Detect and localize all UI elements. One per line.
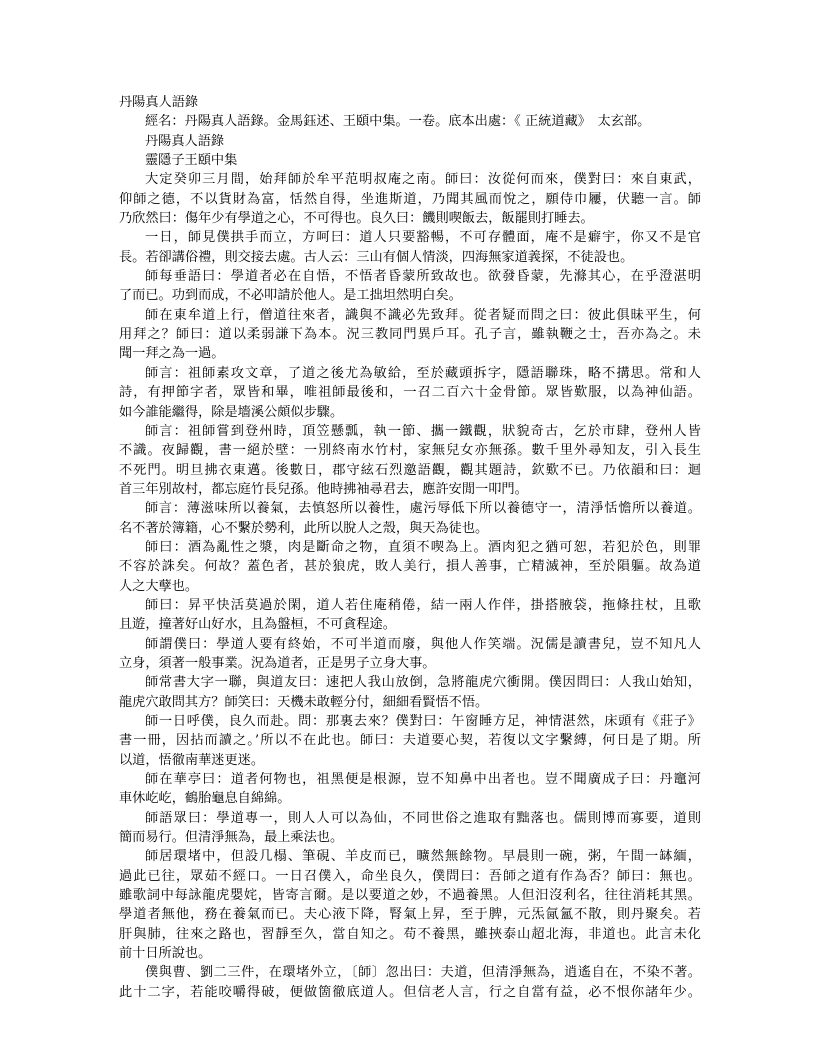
- text-line: 詩，有押節字者，眾皆和畢，唯祖師最後和，一召二百六十金骨節。眾皆歎服，以為神仙語。: [119, 385, 701, 401]
- text-line: 師言：祖師嘗到登州時，頂笠懸瓢，執一節、攜一鐵觀，狀貌奇古，乞於市肆，登州人皆: [145, 423, 701, 439]
- text-line: 了而已。功到而成，不必叩請於他人。是工拙坦然明白矣。: [119, 288, 462, 304]
- text-line: 用拜之？師曰：道以柔弱謙下為本。況三教同門異戶耳。孔子言，雖執鞭之士，吾亦為之。未: [119, 327, 701, 343]
- text-line: 過此已往，眾茹不經口。一日召僕入，命坐良久，僕問曰：吾師之道有作為否？師曰：無也。: [119, 868, 701, 884]
- text-line: 大定癸卯三月間，始拜師於牟平范明叔庵之南。師曰：汝從何而來，僕對曰：來自東武，: [145, 172, 701, 188]
- text-line: 長。若卻講俗禮，則交接去處。古人云：三山有個人情淡，四海無家道義探，不徒設也。: [119, 249, 634, 265]
- text-line: 名不著於簿籍，心不繫於勢利，此所以脫人之殼，與天為徒也。: [119, 520, 489, 536]
- text-line: 一日，師見僕拱手而立，方呵曰：道人只要豁暢，不可存體面，庵不是癖宇，你又不是官: [145, 230, 701, 246]
- text-line: 首三年別故村，都忘庭竹長兒孫。他時拂袖尋君去，應許安閒一叩門。: [119, 481, 528, 497]
- text-line: 聞一拜之為一過。: [119, 346, 225, 362]
- text-line: 車休屹屹，鶴胎龜息自綿綿。: [119, 791, 291, 807]
- text-line: 不容於誅矣。何故？蓋色者，甚於狼虎，敗人美行，損人善事，亡精滅神，至於隕軀。故為道: [119, 559, 701, 575]
- text-line: 師在東牟道上行，僧道往來者，識與不識必先致拜。從者疑而問之曰：彼此俱昧平生，何: [145, 307, 701, 323]
- text-line: 師居環堵中，但設几榻、筆硯、羊皮而已，曠然無餘物。早晨則一碗，粥，午間一缽緬，: [145, 849, 701, 865]
- text-line: 師言：薄滋味所以養氣，去慎怒所以養性，處污辱低下所以養德守一，清淨恬憺所以養道。: [145, 501, 701, 517]
- text-line: 師在華亭曰：道者何物也，祖黑便是根源，豈不知鼻中出者也。豈不聞廣成子曰：丹竈河: [145, 772, 701, 788]
- document-title: 丹陽真人語錄: [119, 95, 199, 110]
- text-line: 以道，悟徹南華迷更迷。: [119, 752, 265, 768]
- text-line: 靈隱子王頤中集: [145, 153, 238, 169]
- text-line: 師曰：酒為亂性之漿，肉是斷命之物，直須不喫為上。酒肉犯之猶可恕，若犯於色，則罪: [145, 539, 701, 555]
- text-line: 此十二字，若能咬嚼得破，便做箇徹底道人。但信老人言，行之自當有益，必不恨你諸年少。: [119, 984, 701, 1000]
- text-line: 如今誰能繼得，除是墻溪公頗似步驟。: [119, 404, 344, 420]
- text-line: 經名：丹陽真人語錄。金馬鈺述、王頤中集。一卷。底本出處：《 正統道藏》 太玄部。: [145, 114, 651, 130]
- text-line: 雖歌詞中每詠龍虎嬰姹，皆寄言爾。是以要道之妙，不過養黑。人但汨沒利名，往往消耗其黑。: [119, 888, 701, 904]
- text-line: 師言：祖師素攻文章，了道之後尤為敏給，至於藏頭拆字，隱語聯珠，略不搆思。常和人: [145, 365, 701, 381]
- text-line: 乃欣然曰：傷年少有學道之心，不可得也。良久曰：饑則喫飯去，飯罷則打睡去。: [119, 211, 594, 227]
- text-line: 不死門。明旦拂衣東邁。後數日，郡守絃石烈邀語觀，觀其題詩，欽歎不已。乃依韻和曰：迴: [119, 462, 701, 478]
- text-line: 不識。夜歸觀，書一絕於壁：一別終南水竹村，家無兒女亦無孫。數千里外尋知友，引入長生: [119, 443, 701, 459]
- text-line: 人之大孽也。: [119, 578, 199, 594]
- text-line: 師曰：昇平快活莫過於閑，道人若住庵稍倦，結一兩人作伴，掛搭腋袋，拖條拄杖，且歌: [145, 597, 701, 613]
- text-line: 師謂僕曰：學道人要有終始，不可半道而廢，與他人作笑端。況儒是讀書兒，豈不知凡人: [145, 636, 701, 652]
- text-line: 前十日所說也。: [119, 946, 212, 962]
- text-line: 學道者無他，務在養氣而已。夫心液下降，腎氣上昇，至于脾，元炁氤氳不散，則丹聚矣。若: [119, 907, 701, 923]
- text-line: 簡而易行。但清淨無為，最上乘法也。: [119, 830, 344, 846]
- text-line: 肝與肺，往來之路也，習靜至久，當自知之。苟不養黑，雖挾泰山超北海，非道也。此言未化: [119, 926, 701, 942]
- text-line: 龍虎穴敢問其方？師笑曰：天機未敢輕分付，細細看賢悟不悟。: [119, 694, 489, 710]
- text-line: 仰師之德，不以貨財為富，恬然自得，坐進斯道，乃聞其風而悅之，願侍巾屨，伏聽一言。師: [119, 191, 701, 207]
- text-line: 丹陽真人語錄: [145, 133, 225, 149]
- text-line: 立身，須著一般事業。況為道者，正是男子立身大事。: [119, 655, 436, 671]
- text-line: 僕與曹、劉二三件，在環堵外立，〔師〕忽出曰：夫道，但清淨無為，逍遙自在，不染不著。: [145, 965, 701, 981]
- document-body: [119, 93, 701, 1002]
- text-line: 書一冊，因拈而讀之。’所以不在此也。師曰：夫道要心契，若復以文字繫縛，何日是了期。所: [119, 733, 701, 749]
- text-line: 師語眾曰：學道專一，則人人可以為仙，不同世俗之進取有黜落也。儒則博而寡要，道則: [145, 810, 701, 826]
- text-line: 師每垂語曰：學道者必在自悟，不悟者昏蒙所致故也。欲發昏蒙，先滌其心，在乎澄湛明: [145, 269, 701, 285]
- text-line: 師一日呼僕，良久而赴。問：那裏去來？僕對曰：午窗睡方足，神情湛然，床頭有《莊子》: [145, 714, 701, 729]
- text-line: 且遊，撞著好山好水，且為盤桓，不可貪程途。: [119, 617, 396, 633]
- text-line: 師常書大字一聯，與道友曰：速把人我山放倒，急將龍虎穴衝開。僕因問曰：人我山始知，: [145, 675, 701, 691]
